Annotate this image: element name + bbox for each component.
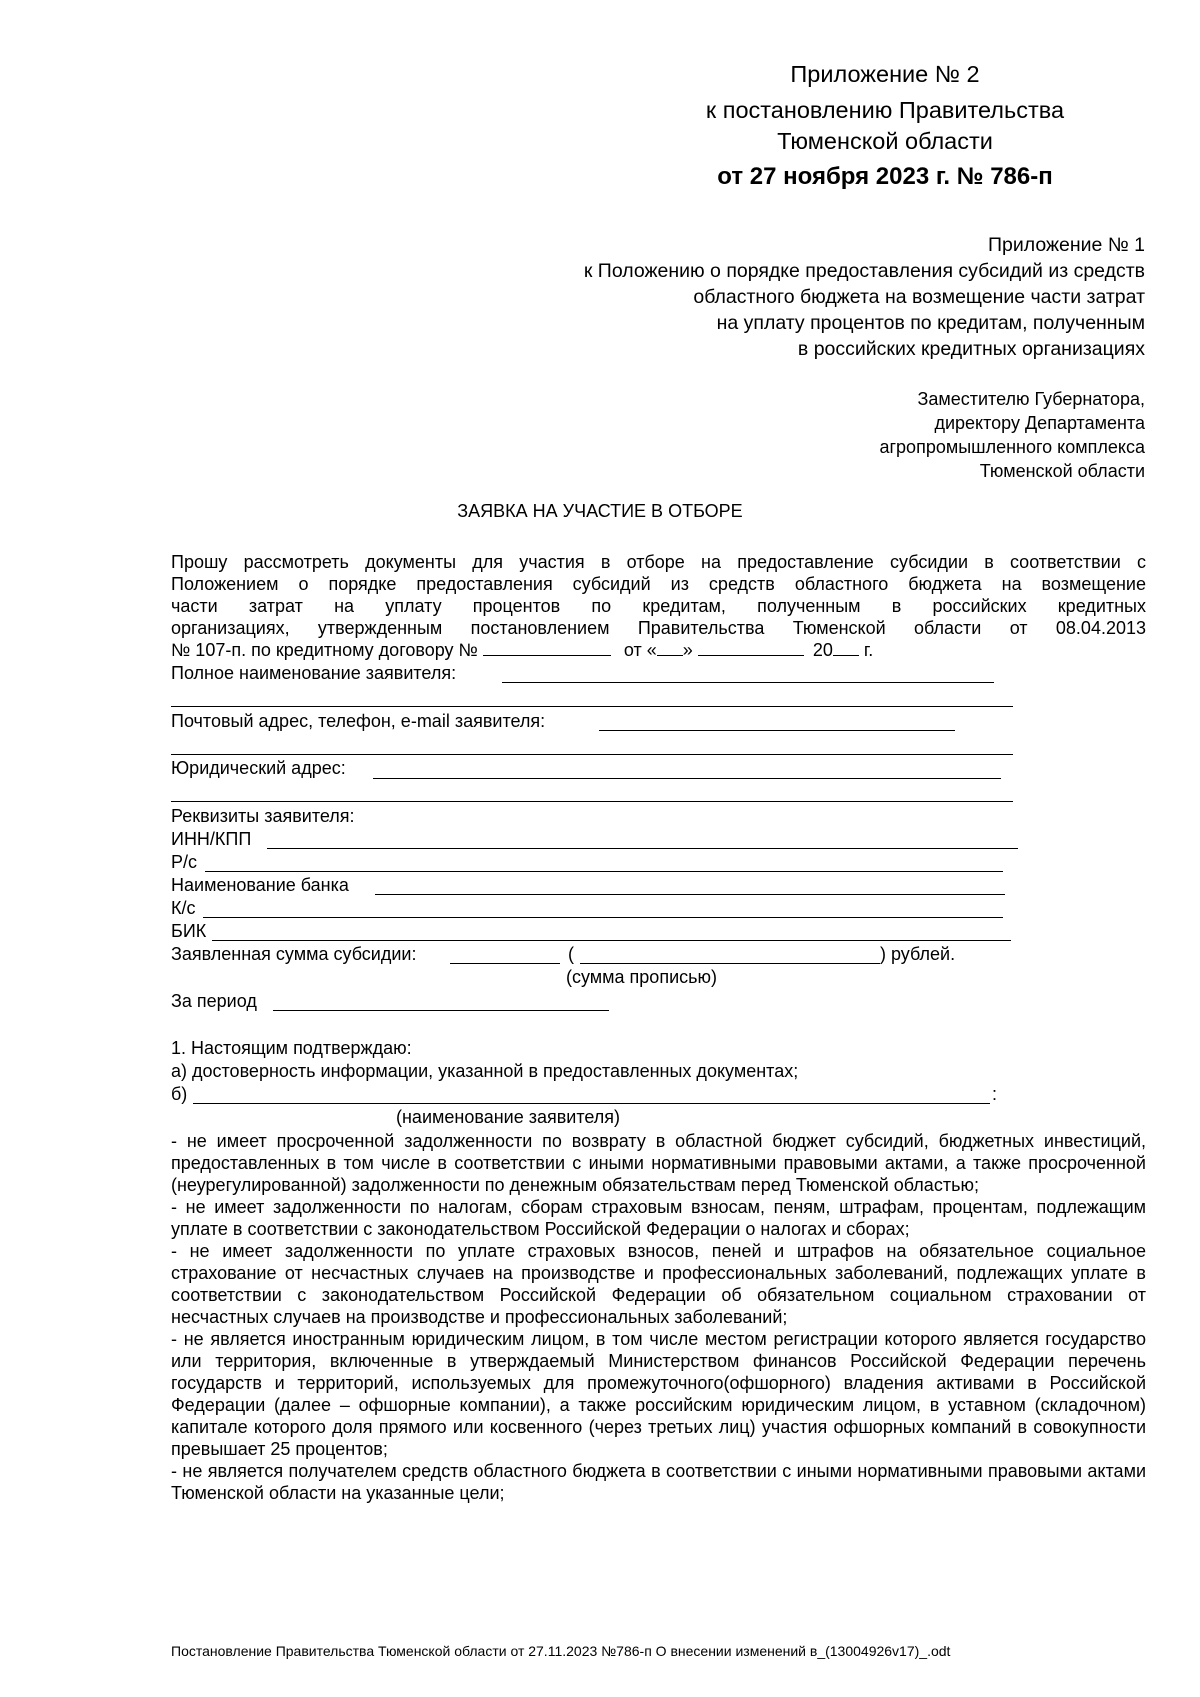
full-name-label: Полное наименование заявителя: (171, 663, 457, 683)
confirm-item-a: а) достоверность информации, указанной в предоставленных документах; (171, 1061, 799, 1081)
applicant-name-caption: (наименование заявителя) (396, 1107, 621, 1127)
full-name-field[interactable] (502, 682, 994, 683)
sum-words-field[interactable] (580, 963, 880, 964)
addressee-line: Тюменской области (979, 461, 1145, 481)
sub-header-line: к Положению о порядке предоставления субсидий из средств (583, 260, 1145, 282)
sum-paren-open: ( (568, 944, 574, 964)
sum-label: Заявленная сумма субсидии: (171, 944, 417, 964)
bik-field[interactable] (212, 940, 1011, 941)
sub-header-line: на уплату процентов по кредитам, полученным (716, 312, 1145, 334)
to-decree-label: к постановлению Правительства (705, 97, 1065, 123)
postal-label: Почтовый адрес, телефон, e-mail заявителя: (171, 711, 546, 731)
condition-item: - не является иностранным юридическим лицом, в том числе местом регистрации которого является государство или территория, включенные в утверждаемый Министерством финансов Российской Федерации перечень государств и территорий, используемых для промежуточного(офшорного) владения активами в Российской Федерации (далее – офшорные компании), а также российским юридическим лицом, в уставном (складочном) капитале которого доля прямого или косвенного (через третьих лиц) участия офшорных компаний в совокупности превышает 25 процентов; (171, 1329, 1146, 1459)
intro-line: Прошу рассмотреть документы для участия в отборе на предоставление субсидии в соответствии с (171, 552, 1146, 572)
conditions-list (171, 1130, 1146, 1504)
year-blank[interactable] (833, 639, 859, 656)
legal-address-label: Юридический адрес: (171, 758, 346, 778)
credit-agreement-line: № 107-п. по кредитному договору № от « » 20 г. (171, 640, 874, 660)
document-footer: Постановление Правительства Тюменской области от 27.11.2023 №786-п О внесении изменений в_(13004926v17)_.odt (171, 1643, 951, 1659)
applicant-name-field[interactable] (193, 1103, 990, 1104)
addressee-line: директору Департамента (934, 413, 1145, 433)
inn-field[interactable] (267, 848, 1018, 849)
period-field[interactable] (273, 1010, 609, 1011)
legal-address-field-line2[interactable] (171, 801, 1013, 802)
condition-item: - не является получателем средств областного бюджета в соответствии с иными нормативными правовыми актами Тюменской области на указанные цели; (171, 1461, 1146, 1503)
confirm-item-b-label: б) (171, 1084, 188, 1104)
condition-item: - не имеет просроченной задолженности по возврату в областной бюджет субсидий, бюджетных инвестиций, предоставленных в том числе в соответствии с иными нормативными правовыми актами, а также просроченной (неурегулированной) задолженности по денежным обязательствам перед Тюменской областью; (171, 1131, 1146, 1195)
bank-label: Наименование банка (171, 875, 349, 895)
sub-header-line: в российских кредитных организациях (797, 338, 1145, 360)
addressee-line: агропромышленного комплекса (879, 437, 1145, 457)
intro-line: Положением о порядке предоставления субсидий из средств областного бюджета на возмещение (171, 574, 1146, 594)
decree-date-number: от 27 ноября 2023 г. № 786-п (717, 163, 1053, 190)
confirm-heading: 1. Настоящим подтверждаю: (171, 1038, 412, 1058)
sub-header-line: областного бюджета на возмещение части затрат (693, 286, 1145, 308)
intro-line: части затрат на уплату процентов по кредитам, полученным в российских кредитных (171, 596, 1146, 616)
month-blank[interactable] (698, 639, 804, 656)
sum-number-field[interactable] (450, 963, 560, 964)
inn-label: ИНН/КПП (171, 829, 252, 849)
appendix-1-label: Приложение № 1 (988, 234, 1145, 256)
ks-field[interactable] (203, 917, 1003, 918)
form-title: ЗАЯВКА НА УЧАСТИЕ В ОТБОРЕ (457, 501, 743, 521)
intro-line: организациях, утвержденным постановлением Правительства Тюменской области от 08.04.2013 (171, 618, 1146, 638)
postal-field[interactable] (599, 730, 955, 731)
condition-item: - не имеет задолженности по налогам, сборам страховым взносам, пеням, штрафам, процентам, подлежащим уплате в соответствии с законодательством Российской Федерации о налогах и сборах; (171, 1197, 1146, 1239)
rs-field[interactable] (205, 871, 1003, 872)
sum-caption: (сумма прописью) (566, 967, 717, 987)
sum-paren-close: ) рублей. (880, 944, 956, 964)
rs-label: Р/с (171, 852, 198, 872)
ks-label: К/с (171, 898, 196, 918)
intro-paragraph (171, 551, 1146, 661)
bank-field[interactable] (375, 894, 1005, 895)
bik-label: БИК (171, 921, 207, 941)
requisites-label: Реквизиты заявителя: (171, 806, 355, 826)
condition-item: - не имеет задолженности по уплате страховых взносов, пеней и штрафов на обязательное социальное страхование от несчастных случаев на производстве и профессиональных заболеваний, подлежащих уплате в соответствии с законодательством Российской Федерации об обязательном социальном страховании от несчастных случаев на производстве и профессиональных заболеваний; (171, 1241, 1146, 1327)
period-label: За период (171, 991, 257, 1011)
addressee-line: Заместителю Губернатора, (917, 389, 1145, 409)
confirm-item-b-colon: : (992, 1084, 998, 1104)
agreement-number-blank[interactable] (483, 639, 611, 656)
day-blank[interactable] (657, 639, 683, 656)
region-label: Тюменской области (777, 128, 993, 154)
legal-address-field[interactable] (373, 778, 1001, 779)
appendix-2-label: Приложение № 2 (790, 61, 980, 87)
full-name-field-line2[interactable] (171, 706, 1013, 707)
postal-field-line2[interactable] (171, 754, 1013, 755)
